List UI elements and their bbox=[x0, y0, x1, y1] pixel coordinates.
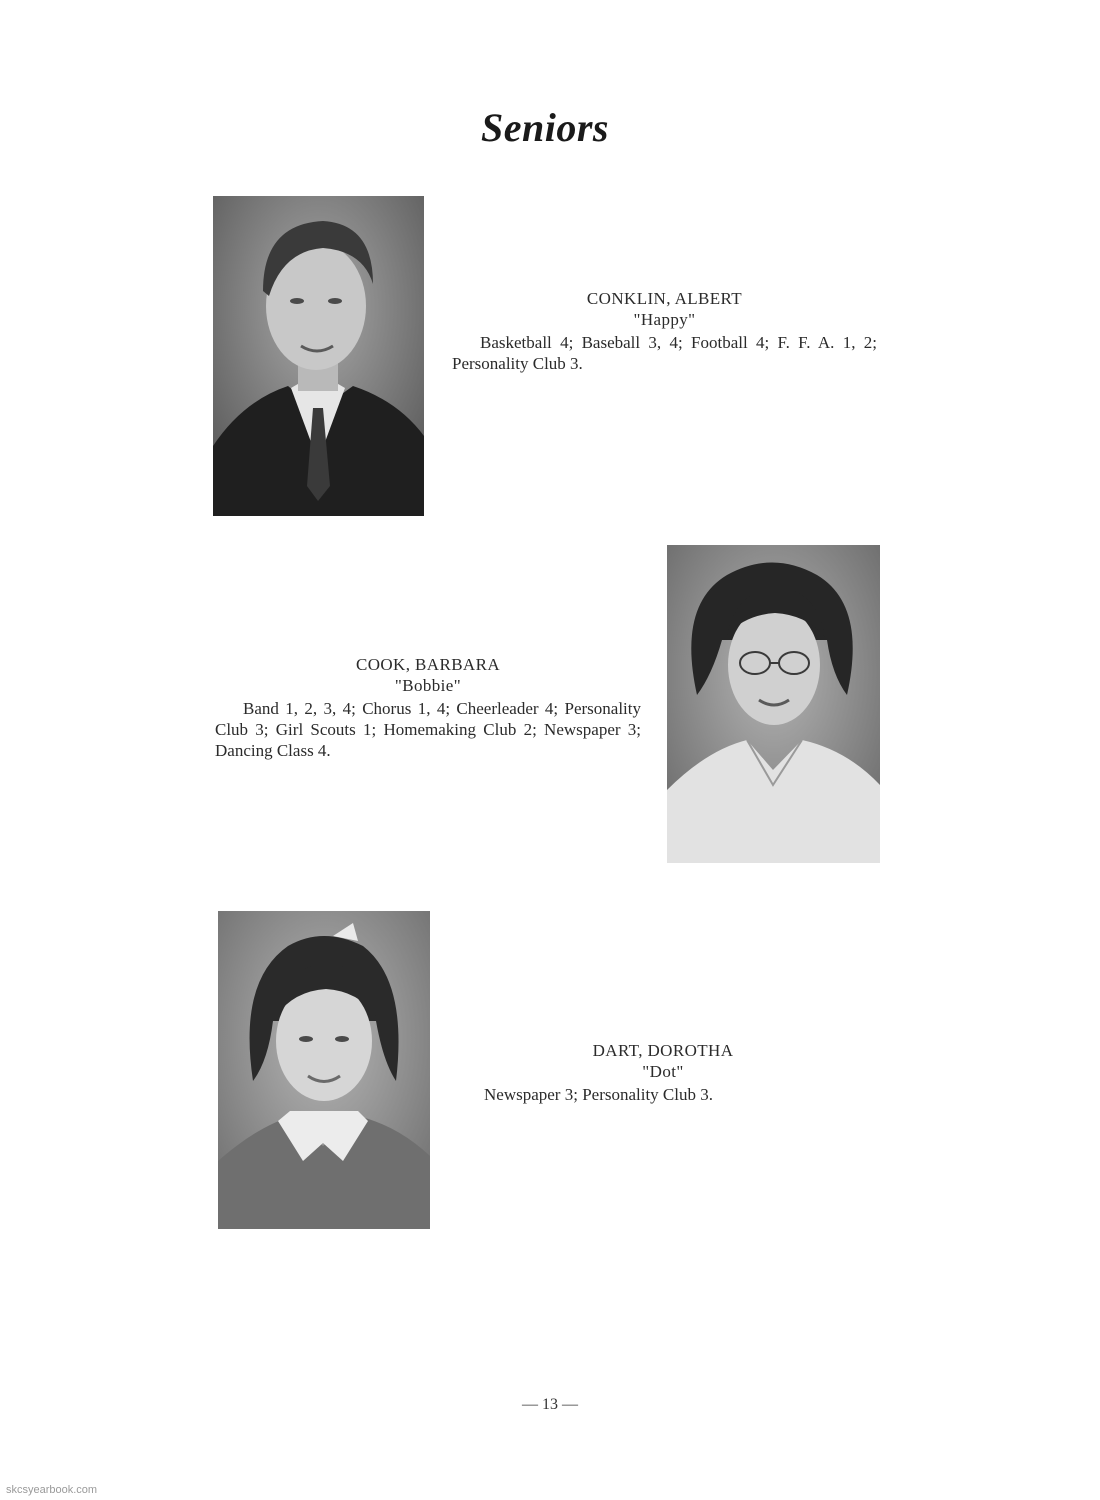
senior-activities: Newspaper 3; Personality Club 3. bbox=[484, 1085, 713, 1104]
senior-bio-dart bbox=[448, 1040, 878, 1105]
senior-activities: Basketball 4; Baseball 3, 4; Football 4; F. F. A. 1, 2; Personality Club 3. bbox=[452, 333, 877, 373]
portrait-photo-cook bbox=[667, 545, 880, 863]
senior-activities: Band 1, 2, 3, 4; Chorus 1, 4; Cheerleader 4; Personality Club 3; Girl Scouts 1; Homemaking Club 2; Newspaper 3; Dancing Class 4. bbox=[215, 699, 641, 760]
portrait-photo-dart bbox=[218, 911, 430, 1229]
senior-nickname: "Happy" bbox=[633, 310, 696, 329]
senior-name: DART, DOROTHA bbox=[592, 1041, 734, 1060]
senior-bio-cook bbox=[215, 654, 641, 761]
page-title: Seniors bbox=[481, 105, 609, 150]
page-number: — 13 — bbox=[522, 1396, 578, 1413]
senior-nickname: "Dot" bbox=[642, 1062, 684, 1081]
senior-name: CONKLIN, ALBERT bbox=[586, 289, 743, 308]
senior-name: COOK, BARBARA bbox=[355, 655, 501, 674]
watermark: skcsyearbook.com bbox=[6, 1484, 98, 1496]
senior-bio-conklin bbox=[452, 288, 877, 374]
senior-nickname: "Bobbie" bbox=[394, 676, 462, 695]
portrait-photo-conklin bbox=[213, 196, 424, 516]
